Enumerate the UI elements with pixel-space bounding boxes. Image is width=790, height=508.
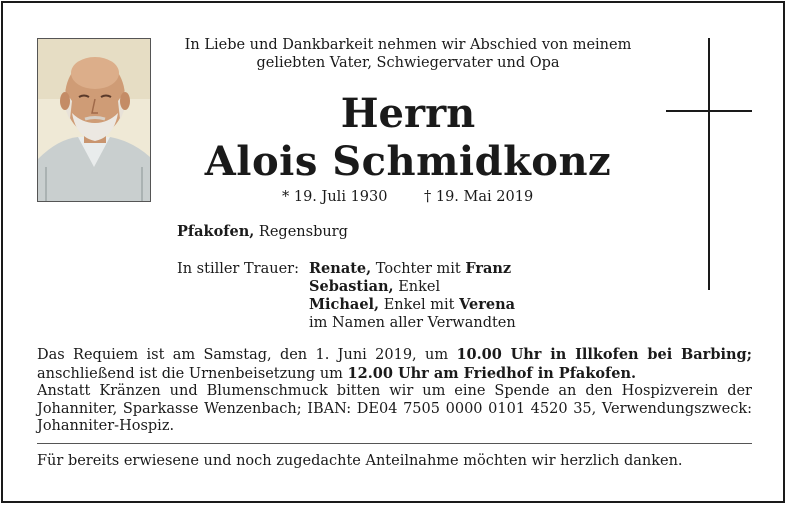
- mourner-name: Michael,: [309, 296, 380, 313]
- place-region: Regensburg: [254, 224, 348, 240]
- deceased-name: Alois Schmidkonz: [204, 138, 612, 185]
- mourners-label: In stiller Trauer:: [177, 261, 299, 277]
- mourner-row: [309, 296, 516, 314]
- death-date: † 19. Mai 2019: [424, 189, 534, 205]
- closing-text: Für bereits erwiesene und noch zugedachte Anteilnahme möchten wir herzlich danken.: [37, 453, 683, 469]
- mourner-row: [309, 278, 516, 296]
- mourner-relation: im Namen aller Verwandten: [309, 315, 516, 331]
- mourner-partner: Franz: [465, 260, 512, 277]
- mourner-relation: Enkel: [393, 279, 441, 295]
- salutation: Herrn: [340, 90, 476, 137]
- birth-date: * 19. Juli 1930: [282, 189, 388, 205]
- mourner-name: Sebastian,: [309, 278, 394, 295]
- requiem-time-place: 10.00 Uhr in Illkofen bei Barbing;: [456, 346, 752, 363]
- mourner-relation: Enkel mit: [379, 297, 460, 313]
- place-line: [177, 223, 348, 241]
- intro-line-2: geliebten Vater, Schwiegervater und Opa: [256, 55, 560, 71]
- intro-text: [160, 36, 656, 72]
- requiem-paragraph: [37, 346, 752, 383]
- requiem-text-a: Das Requiem ist am Samstag, den 1. Juni 2019, um: [37, 347, 457, 363]
- burial-time-place: 12.00 Uhr am Friedhof in Pfakofen.: [347, 364, 637, 382]
- portrait-photo: [37, 38, 151, 202]
- intro-line-1: In Liebe und Dankbarkeit nehmen wir Abschied von meinem: [184, 37, 632, 53]
- mourner-row: [309, 314, 516, 332]
- donation-paragraph: Anstatt Kränzen und Blumenschmuck bitten wir um eine Spende an den Hospizverein der Johanniter, Sparkasse Wenzenbach; IBAN: DE04 7505 0000 0101 4520 35, Verwendungszweck: Johanniter-Hospiz.: [37, 383, 752, 434]
- divider: [37, 443, 752, 444]
- mourner-partner: Verena: [459, 296, 516, 313]
- place-town: Pfakofen,: [177, 223, 255, 240]
- portrait-image: [38, 39, 150, 201]
- mourner-relation: Tochter mit: [371, 261, 466, 277]
- mourner-name: Renate,: [309, 260, 372, 277]
- cross-icon: [708, 38, 710, 290]
- requiem-text-c: anschließend ist die Urnenbeisetzung um: [37, 365, 348, 382]
- service-details: [37, 346, 752, 436]
- cross-icon-bar: [666, 110, 752, 112]
- mourners-list: [309, 260, 516, 332]
- mourner-row: [309, 260, 516, 278]
